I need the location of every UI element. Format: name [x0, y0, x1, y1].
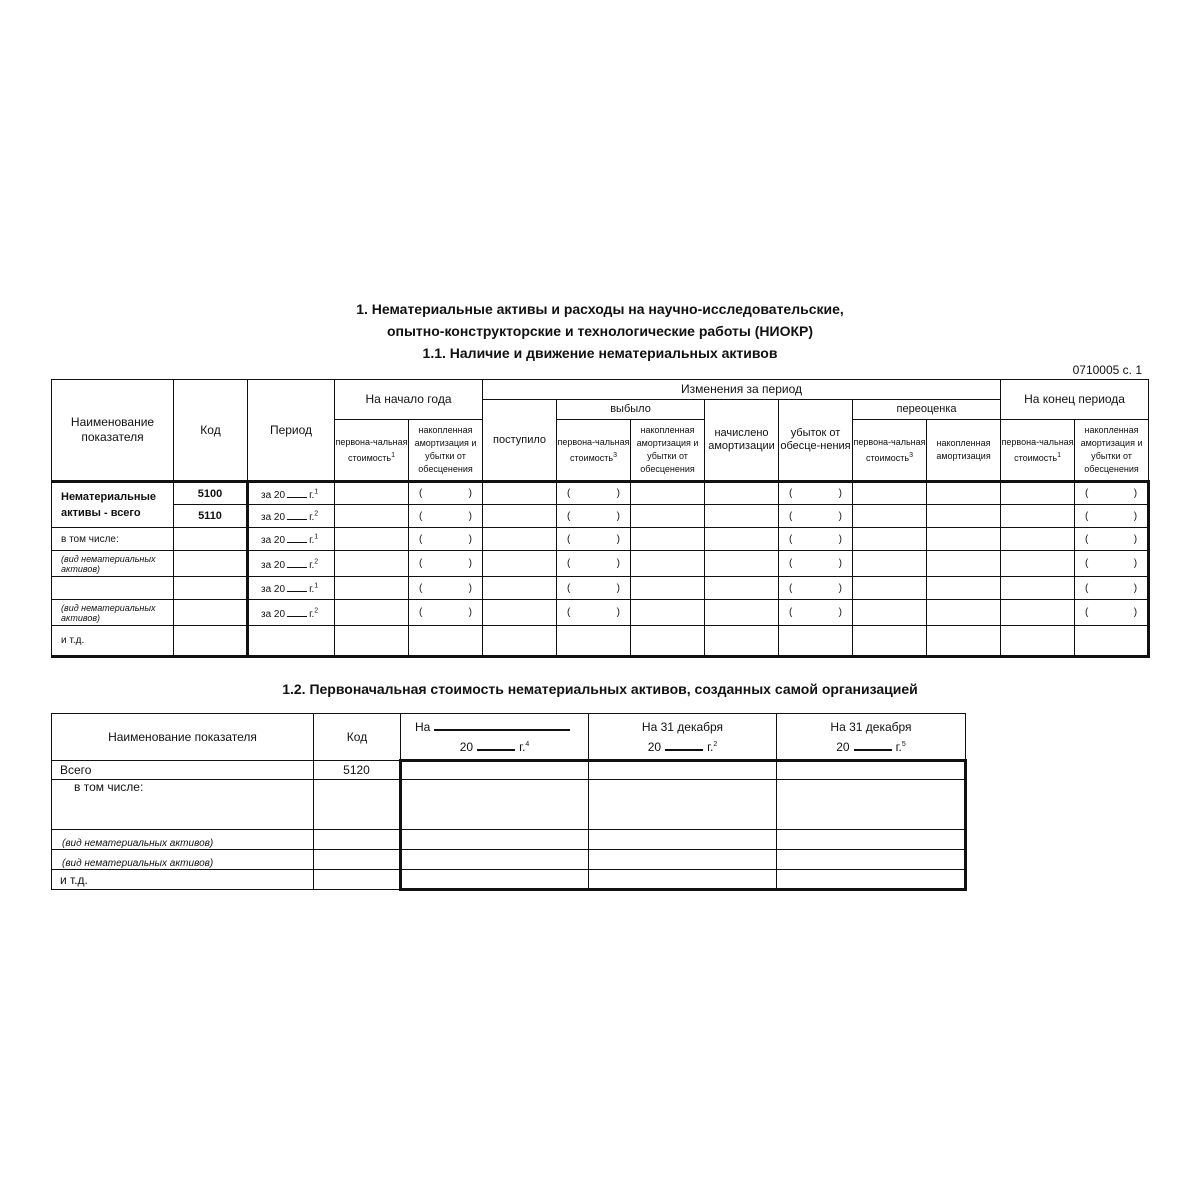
- value-cell[interactable]: [483, 626, 557, 657]
- value-cell[interactable]: [631, 600, 705, 626]
- subheader-initial-cost: первона-чальная стоимость$^1$: [335, 420, 409, 482]
- value-cell[interactable]: ( ): [557, 600, 631, 626]
- value-cell[interactable]: [927, 482, 1001, 505]
- t2-header-date-1: На 20 г.$^4$: [401, 714, 589, 761]
- row-code: [314, 830, 401, 850]
- value-cell[interactable]: [705, 577, 779, 600]
- row-period[interactable]: за 20 г.$^2$: [248, 551, 335, 577]
- value-cell[interactable]: [927, 528, 1001, 551]
- col-header-accrued: начислено амортизации: [705, 400, 779, 482]
- value-cell[interactable]: [705, 600, 779, 626]
- value-cell[interactable]: [927, 505, 1001, 528]
- value-cell[interactable]: ( ): [557, 505, 631, 528]
- value-cell[interactable]: [401, 761, 589, 780]
- section-title: [0, 298, 1200, 364]
- value-cell[interactable]: [335, 577, 409, 600]
- title-line-2: опытно-конструкторские и технологические работы (НИОКР): [386, 323, 814, 339]
- table-row: [52, 505, 1149, 528]
- subheader-accum: накопленная амортизация: [927, 420, 1001, 482]
- row-code: [174, 600, 248, 626]
- value-cell[interactable]: [557, 626, 631, 657]
- value-cell[interactable]: ( ): [1075, 528, 1149, 551]
- value-cell[interactable]: [853, 600, 927, 626]
- value-cell[interactable]: ( ): [557, 482, 631, 505]
- value-cell[interactable]: ( ): [409, 600, 483, 626]
- value-cell[interactable]: [777, 850, 966, 870]
- row-period[interactable]: [248, 626, 335, 657]
- table-row: [52, 482, 1149, 505]
- subheader-accum-impair: накопленная амортизация и убытки от обесценения: [409, 420, 483, 482]
- value-cell[interactable]: ( ): [1075, 482, 1149, 505]
- col-header-code: Код: [174, 380, 248, 482]
- value-cell[interactable]: [779, 626, 853, 657]
- table-row: [52, 626, 1149, 657]
- value-cell[interactable]: ( ): [779, 600, 853, 626]
- table-row: [52, 780, 966, 830]
- value-cell[interactable]: [705, 626, 779, 657]
- subheader-initial-cost: первона-чальная стоимость$^3$: [853, 420, 927, 482]
- row-name: в том числе:: [52, 528, 174, 551]
- col-header-name: Наименование показателя: [52, 380, 174, 482]
- value-cell[interactable]: [927, 551, 1001, 577]
- col-header-start: На начало года: [335, 380, 483, 420]
- value-cell[interactable]: ( ): [557, 528, 631, 551]
- value-cell[interactable]: [401, 870, 589, 890]
- intangible-assets-table: [51, 379, 1150, 658]
- value-cell[interactable]: [777, 761, 966, 780]
- value-cell[interactable]: [1001, 626, 1075, 657]
- value-cell[interactable]: ( ): [1075, 600, 1149, 626]
- value-cell[interactable]: [1001, 551, 1075, 577]
- value-cell[interactable]: [927, 626, 1001, 657]
- value-cell[interactable]: ( ): [779, 551, 853, 577]
- row-name: Всего: [52, 761, 314, 780]
- value-cell[interactable]: ( ): [779, 505, 853, 528]
- value-cell[interactable]: [1075, 626, 1149, 657]
- value-cell[interactable]: [483, 577, 557, 600]
- value-cell[interactable]: [1001, 577, 1075, 600]
- value-cell[interactable]: [401, 850, 589, 870]
- row-code: 5110: [174, 505, 248, 528]
- row-name: (вид нематериальных активов): [52, 600, 174, 626]
- t2-header-code: Код: [314, 714, 401, 761]
- value-cell[interactable]: [1001, 600, 1075, 626]
- form-code: 0710005 с. 1: [1072, 363, 1142, 377]
- value-cell[interactable]: ( ): [409, 528, 483, 551]
- value-cell[interactable]: [705, 551, 779, 577]
- row-name: в том числе:: [52, 780, 314, 830]
- row-code: [314, 850, 401, 870]
- row-period[interactable]: за 20 г.$^1$: [248, 528, 335, 551]
- value-cell[interactable]: [631, 577, 705, 600]
- value-cell[interactable]: [589, 830, 777, 850]
- row-name: (вид нематериальных активов): [52, 850, 314, 870]
- col-header-disposed: выбыло: [557, 400, 705, 420]
- value-cell[interactable]: [589, 761, 777, 780]
- value-cell[interactable]: ( ): [779, 528, 853, 551]
- value-cell[interactable]: ( ): [779, 577, 853, 600]
- value-cell[interactable]: [409, 626, 483, 657]
- value-cell[interactable]: [853, 528, 927, 551]
- value-cell[interactable]: [705, 528, 779, 551]
- value-cell[interactable]: [335, 528, 409, 551]
- value-cell[interactable]: [777, 870, 966, 890]
- value-cell[interactable]: [853, 626, 927, 657]
- row-period[interactable]: за 20 г.$^1$: [248, 482, 335, 505]
- row-name: и т.д.: [52, 626, 174, 657]
- col-header-end: На конец периода: [1001, 380, 1149, 420]
- subheader-accum-impair: накопленная амортизация и убытки от обесценения: [631, 420, 705, 482]
- t2-header-date-3: На 31 декабря 20 г.$^5$: [777, 714, 966, 761]
- col-header-impairment: убыток от обесце-нения: [779, 400, 853, 482]
- subheader-accum-impair: накопленная амортизация и убытки от обесценения: [1075, 420, 1149, 482]
- value-cell[interactable]: [853, 482, 927, 505]
- row-code: [314, 780, 401, 830]
- value-cell[interactable]: [853, 505, 927, 528]
- value-cell[interactable]: [631, 482, 705, 505]
- value-cell[interactable]: [853, 551, 927, 577]
- value-cell[interactable]: ( ): [1075, 505, 1149, 528]
- col-header-received: поступило: [483, 400, 557, 482]
- row-code: [174, 626, 248, 657]
- subheader-initial-cost: первона-чальная стоимость$^3$: [557, 420, 631, 482]
- value-cell[interactable]: ( ): [557, 551, 631, 577]
- row-name: (вид нематериальных активов): [52, 830, 314, 850]
- value-cell[interactable]: ( ): [557, 577, 631, 600]
- created-assets-table: [51, 713, 967, 891]
- value-cell[interactable]: [589, 870, 777, 890]
- t2-header-date-2: На 31 декабря 20 г.$^2$: [589, 714, 777, 761]
- table-row: [52, 528, 1149, 551]
- value-cell[interactable]: [401, 780, 589, 830]
- value-cell[interactable]: ( ): [409, 505, 483, 528]
- value-cell[interactable]: [631, 551, 705, 577]
- subsection-title: 1.2. Первоначальная стоимость нематериальных активов, созданных самой организацией: [282, 681, 918, 697]
- value-cell[interactable]: [483, 482, 557, 505]
- col-header-changes: Изменения за период: [483, 380, 1001, 400]
- value-cell[interactable]: ( ): [1075, 577, 1149, 600]
- value-cell[interactable]: [631, 505, 705, 528]
- value-cell[interactable]: [853, 577, 927, 600]
- table-row: [52, 850, 966, 870]
- value-cell[interactable]: [483, 600, 557, 626]
- title-line-3: 1.1. Наличие и движение нематериальных активов: [422, 345, 778, 361]
- table-row: [52, 870, 966, 890]
- title-line-1: 1. Нематериальные активы и расходы на научно-исследовательские,: [356, 301, 844, 317]
- value-cell[interactable]: [631, 626, 705, 657]
- row-code: 5100: [174, 482, 248, 505]
- value-cell[interactable]: [1001, 528, 1075, 551]
- value-cell[interactable]: [705, 482, 779, 505]
- value-cell[interactable]: [777, 780, 966, 830]
- value-cell[interactable]: [927, 600, 1001, 626]
- row-period[interactable]: за 20 г.$^2$: [248, 600, 335, 626]
- row-name: (вид нематериальных активов): [52, 551, 174, 577]
- subheader-initial-cost: первона-чальная стоимость$^1$: [1001, 420, 1075, 482]
- col-header-period: Период: [248, 380, 335, 482]
- row-period[interactable]: за 20 г.$^1$: [248, 577, 335, 600]
- table-row: [52, 830, 966, 850]
- row-name: [52, 577, 174, 600]
- table-row: [52, 761, 966, 780]
- col-header-revaluation: переоценка: [853, 400, 1001, 420]
- value-cell[interactable]: [927, 577, 1001, 600]
- value-cell[interactable]: [335, 551, 409, 577]
- value-cell[interactable]: ( ): [409, 551, 483, 577]
- value-cell[interactable]: [483, 551, 557, 577]
- row-name: Нематериальные активы - всего: [52, 482, 174, 528]
- value-cell[interactable]: [777, 830, 966, 850]
- value-cell[interactable]: [335, 600, 409, 626]
- value-cell[interactable]: [1001, 505, 1075, 528]
- table-row: [52, 600, 1149, 626]
- t2-header-name: Наименование показателя: [52, 714, 314, 761]
- value-cell[interactable]: [705, 505, 779, 528]
- value-cell[interactable]: ( ): [779, 482, 853, 505]
- value-cell[interactable]: [483, 505, 557, 528]
- value-cell[interactable]: [335, 482, 409, 505]
- row-code: [174, 577, 248, 600]
- value-cell[interactable]: ( ): [1075, 551, 1149, 577]
- row-period[interactable]: за 20 г.$^2$: [248, 505, 335, 528]
- value-cell[interactable]: ( ): [409, 577, 483, 600]
- value-cell[interactable]: [631, 528, 705, 551]
- value-cell[interactable]: [1001, 482, 1075, 505]
- value-cell[interactable]: ( ): [409, 482, 483, 505]
- table-row: [52, 551, 1149, 577]
- value-cell[interactable]: [483, 528, 557, 551]
- value-cell[interactable]: [401, 830, 589, 850]
- row-code: 5120: [314, 761, 401, 780]
- row-code: [174, 551, 248, 577]
- row-code: [174, 528, 248, 551]
- value-cell[interactable]: [335, 505, 409, 528]
- row-code: [314, 870, 401, 890]
- table-row: [52, 577, 1149, 600]
- value-cell[interactable]: [589, 850, 777, 870]
- row-name: и т.д.: [52, 870, 314, 890]
- value-cell[interactable]: [335, 626, 409, 657]
- value-cell[interactable]: [589, 780, 777, 830]
